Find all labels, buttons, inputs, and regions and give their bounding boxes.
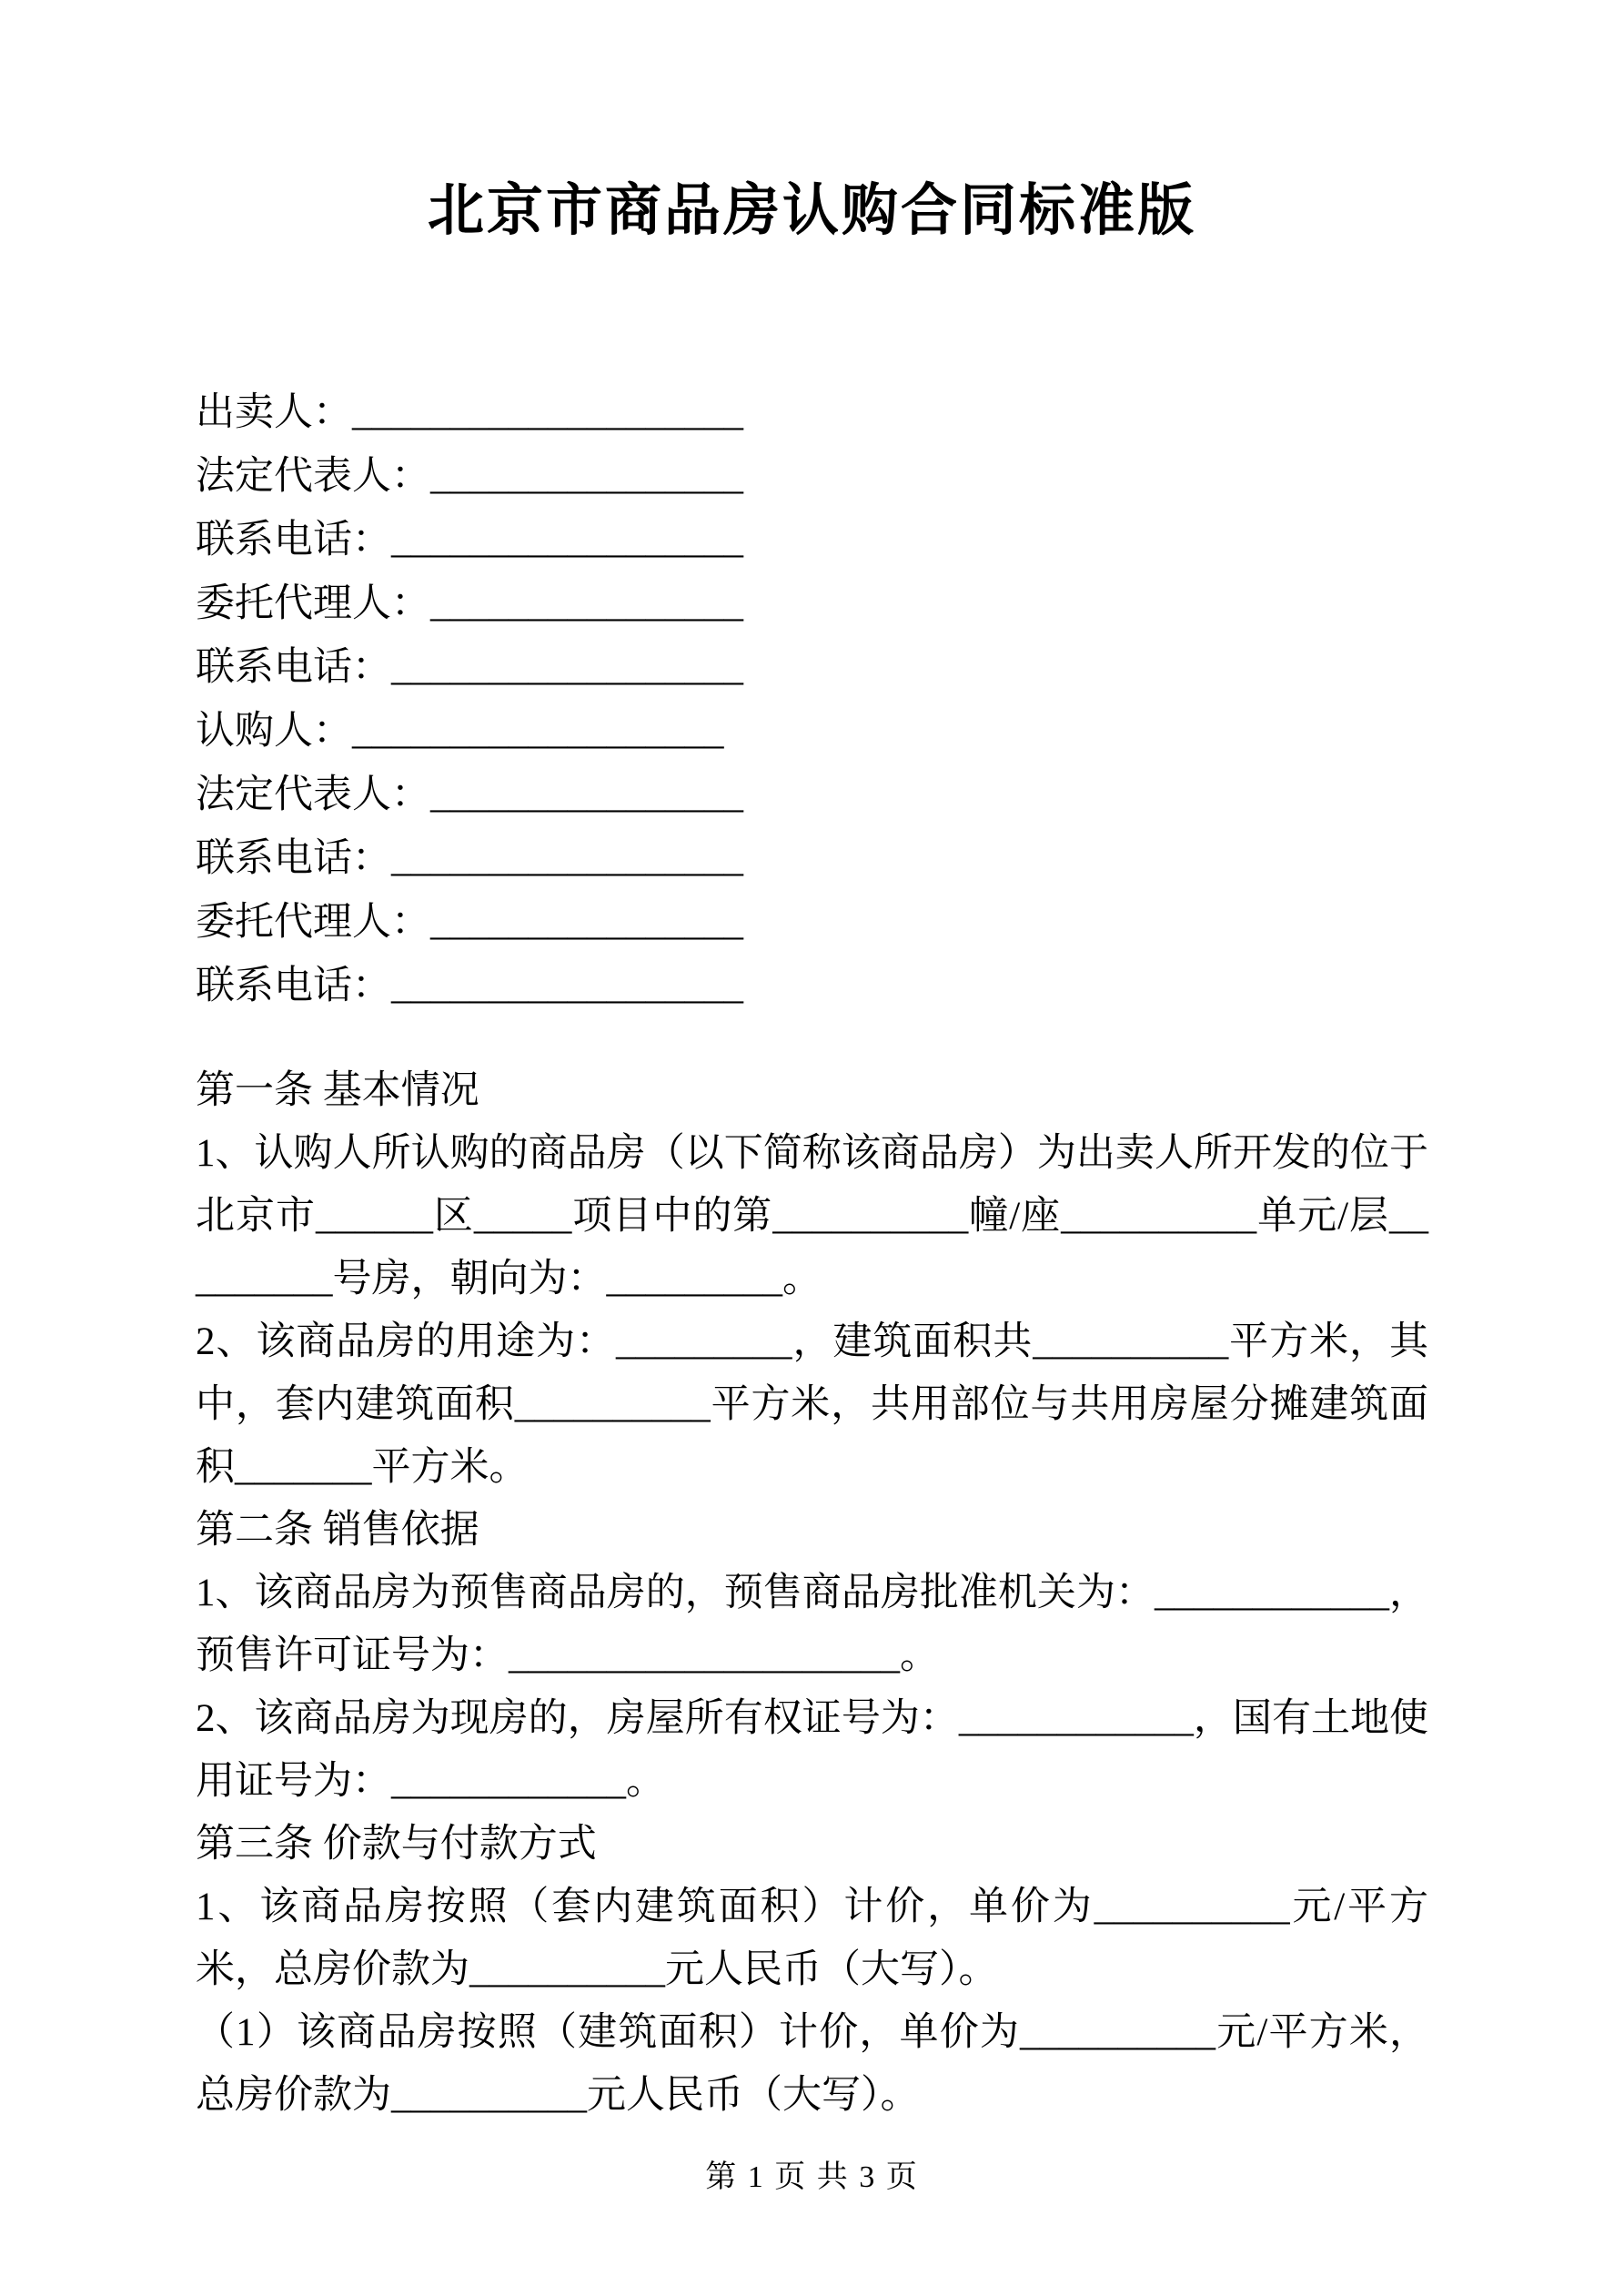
field-buyer-phone <box>196 827 1428 891</box>
clause-paragraph: 1、该商品房按照（套内建筑面积）计价，单价为__________元/平方米，总房价款为__________元人民币（大写）。 <box>196 1886 1428 1992</box>
field-buyer-legal-rep <box>196 764 1428 827</box>
clause-paragraph: 1、认购人所认购的商品房（以下简称该商品房）为出卖人所开发的位于北京市______区_____项目中的第__________幢/座__________单元/层_________号房，朝向为：_________。 <box>196 1132 1428 1301</box>
field-buyer-agent <box>196 891 1428 955</box>
section-price-payment-heading: 第三条 价款与付款方式 <box>196 1823 597 1866</box>
page-footer: 第 1 页 共 3 页 <box>705 2160 919 2194</box>
field-seller-legal-rep-blank: ________________ <box>430 455 743 499</box>
field-seller <box>196 381 1428 445</box>
clause-paragraph: 2、该商品房的用途为：_________，建筑面积共__________平方米，其中，套内建筑面积__________平方米，共用部位与共用房屋分摊建筑面积_______平方米。 <box>196 1320 1428 1490</box>
field-seller-agent-phone-blank: __________________ <box>391 646 743 690</box>
clause-paragraph: 2、该商品房为现房的，房屋所有权证号为：____________，国有土地使用证号为：____________。 <box>196 1697 1428 1804</box>
field-seller-agent-phone-label: 联系电话： <box>196 646 391 690</box>
field-seller-blank: ____________________ <box>352 391 743 435</box>
field-seller-agent-phone <box>196 636 1428 700</box>
section-basic-info-heading: 第一条 基本情况 <box>196 1069 479 1113</box>
field-buyer-phone-blank: __________________ <box>391 837 743 881</box>
field-buyer-blank: ___________________ <box>352 710 724 754</box>
field-buyer-legal-rep-label: 法定代表人： <box>196 774 430 817</box>
parties-block <box>196 381 1428 1018</box>
field-buyer-label: 认购人： <box>196 710 352 754</box>
field-buyer-agent-label: 委托代理人： <box>196 901 430 945</box>
field-seller-agent <box>196 572 1428 636</box>
document-title: 北京市商品房认购合同标准版 <box>427 179 1196 242</box>
field-seller-phone-label: 联系电话： <box>196 519 391 562</box>
field-buyer-legal-rep-blank: ________________ <box>430 774 743 817</box>
field-seller-phone <box>196 509 1428 572</box>
field-buyer-agent-phone-label: 联系电话： <box>196 965 391 1008</box>
contract-body <box>196 1059 1428 2127</box>
section-price-payment <box>196 1813 1428 2127</box>
field-seller-agent-blank: ________________ <box>430 582 743 626</box>
section-sales-basis-heading: 第二条 销售依据 <box>196 1509 479 1553</box>
field-buyer-agent-phone-blank: __________________ <box>391 965 743 1008</box>
field-seller-legal-rep <box>196 445 1428 509</box>
field-seller-agent-label: 委托代理人： <box>196 582 430 626</box>
field-buyer <box>196 700 1428 764</box>
section-sales-basis <box>196 1499 1428 1813</box>
clause-paragraph: （1）该商品房按照（建筑面积）计价，单价为__________元/平方米，总房价款为__________元人民币（大写）。 <box>196 2011 1428 2118</box>
section-basic-info <box>196 1059 1428 1499</box>
field-seller-label: 出卖人： <box>196 391 352 435</box>
field-buyer-agent-blank: ________________ <box>430 901 743 945</box>
field-buyer-agent-phone <box>196 955 1428 1018</box>
clause-paragraph: 1、该商品房为预售商品房的，预售商品房批准机关为：____________，预售许可证号为：____________________。 <box>196 1572 1428 1678</box>
field-seller-legal-rep-label: 法定代表人： <box>196 455 430 499</box>
field-buyer-phone-label: 联系电话： <box>196 837 391 881</box>
field-seller-phone-blank: __________________ <box>391 519 743 562</box>
